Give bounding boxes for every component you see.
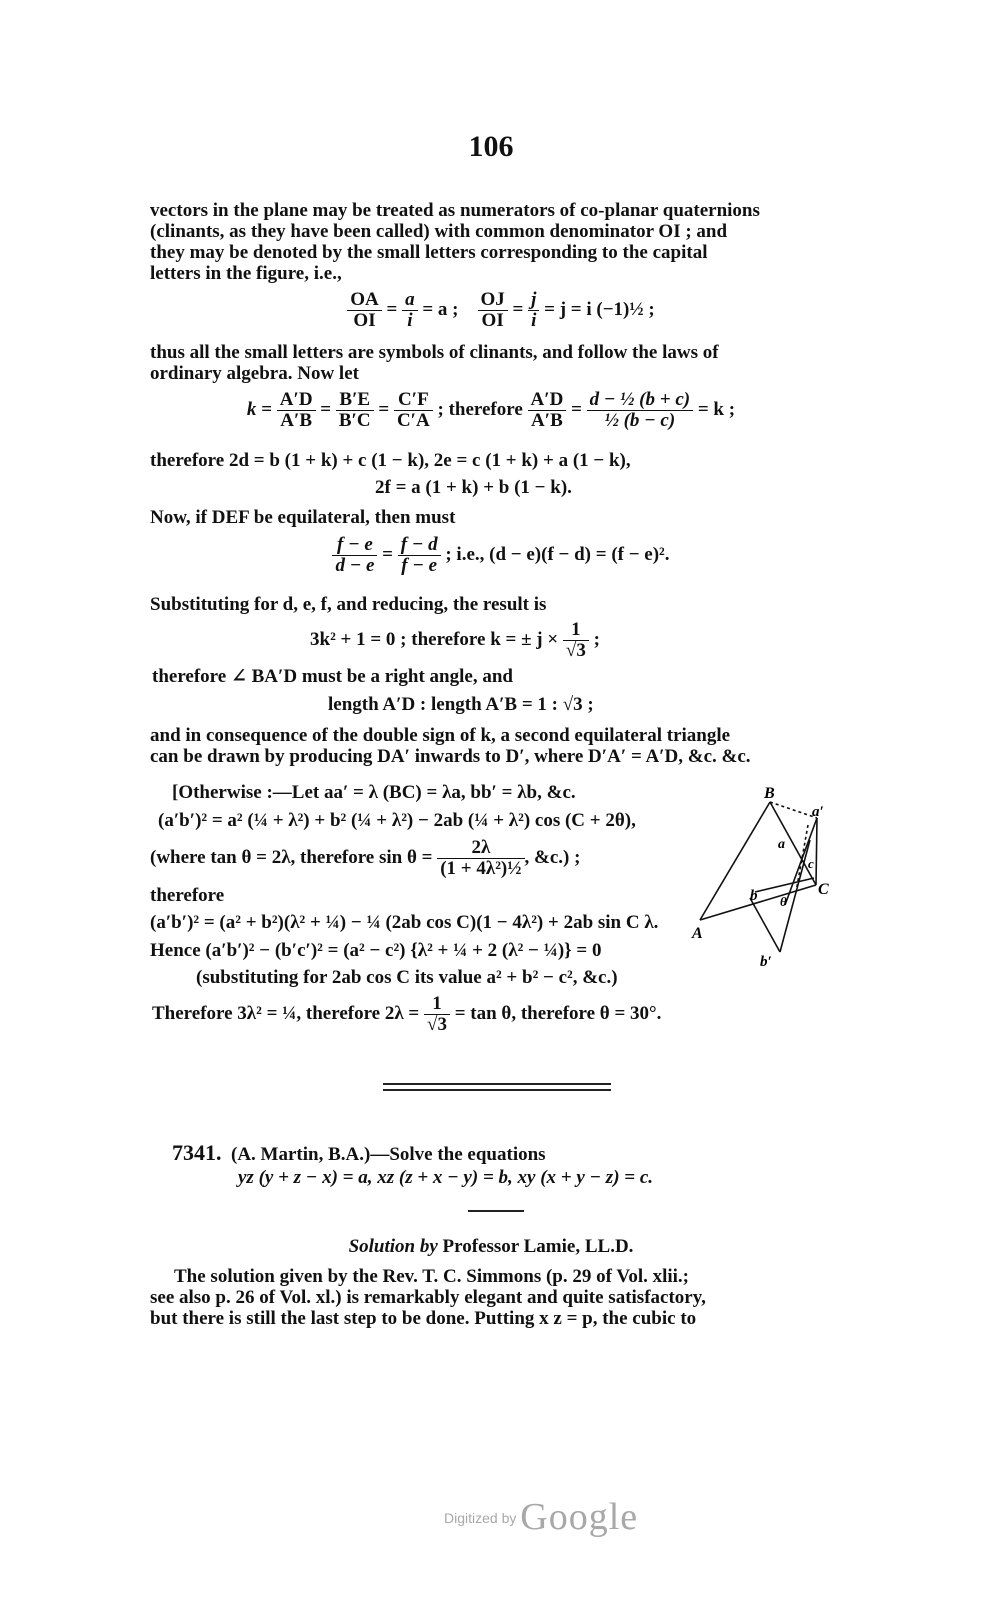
fraction: $\frac{OJ}{OI}$ (478, 290, 508, 331)
google-watermark: Digitized by Google (444, 1496, 639, 1538)
intro-line: letters in the figure, i.e., (150, 263, 342, 284)
problem-author: (A. Martin, B.A.) (231, 1144, 371, 1165)
alt-line-5: (a′b′)² = (a² + b²)(λ² + ¼) − ¼ (2ab cos C)(1 − 4λ²) + 2ab sin C λ. (150, 912, 659, 933)
problem-equations: yz (y + z − x) = a, xz (z + x − y) = b, xy (x + y − z) = c. (238, 1167, 654, 1188)
problem-number: 7341. (172, 1140, 222, 1165)
text-right-angle: therefore ∠ BA′D must be a right angle, and (152, 666, 513, 687)
label-A: A (692, 925, 703, 942)
text-substituting: Substituting for d, e, f, and reducing, the result is (150, 594, 547, 615)
text-line: see also p. 26 of Vol. xl.) is remarkably elegant and quite satisfactory, (150, 1287, 706, 1308)
text-line: and in consequence of the double sign of k, a second equilateral triangle (150, 725, 731, 746)
equation-equilateral-condition: $\frac{f - e}{d - e}$ = $\frac{f - d}{f - e}$ ; i.e., (d − e)(f − d) = (f − e)². (0, 535, 982, 576)
equation-therefore-2d: therefore 2d = b (1 + k) + c (1 − k), 2e = c (1 + k) + a (1 − k), (150, 450, 631, 471)
alt-line-3: (where tan θ = 2λ, therefore sin θ = $\frac{2\lambda}{\text{(1 + 4λ²)½}}$ , &c.) ; (150, 837, 581, 879)
label-B: B (764, 785, 775, 802)
label-a-prime: a′ (812, 804, 824, 820)
alt-line-4: therefore (150, 885, 225, 906)
fraction: $\frac{OA}{OI}$ (347, 290, 382, 331)
problem-prompt: —Solve the equations (370, 1144, 546, 1165)
alt-line-6: Hence (a′b′)² − (b′c′)² = (a² − c²) {λ² + ¼ + 2 (λ² − ¼)} = 0 (150, 940, 602, 961)
edge-b-C (755, 878, 814, 892)
equation-k-ratio: k = $\frac{A'D}{A'B}$ = $\frac{B'E}{B'C}$ = $\frac{C'F}{C'A}$ ; therefore $\frac{A'D}{A'B}$ = $\frac{\text{d − ½ (b + c)}}{\text{½ (b − c)}}$ = k ; (246, 389, 736, 431)
equation-result: 3k² + 1 = 0 ; therefore k = ± j × $\frac{1}{√3}$ ; (310, 619, 600, 661)
intro-line: vectors in the plane may be treated as numerators of co-planar quaternions (150, 200, 760, 221)
problem-header (172, 1140, 546, 1166)
text-line: The solution given by the Rev. T. C. Simmons (p. 29 of Vol. xlii.; (174, 1266, 690, 1287)
equation-2f: 2f = a (1 + k) + b (1 − k). (375, 477, 572, 498)
intro-line: (clinants, as they have been called) with common denominator OI ; and (150, 221, 728, 242)
alt-line-1: [Otherwise :—Let aa′ = λ (BC) = λa, bb′ = λb, &c. (172, 782, 576, 803)
label-theta: θ (780, 894, 787, 909)
text-line: ordinary algebra. Now let (150, 363, 359, 384)
intro-paragraph (150, 200, 836, 284)
short-rule (468, 1210, 524, 1212)
equation-clinants: $\frac{OA}{OI}$ = $\frac{a}{i}$ = a ; $\frac{OJ}{OI}$ = $\frac{j}{i}$ = j = i (−1)½ ; (0, 290, 982, 331)
alt-line-8: Therefore 3λ² = ¼, therefore 2λ = $\frac{1}{√3}$ = tan θ, therefore θ = 30°. (152, 993, 662, 1035)
alt-line-7: (substituting for 2ab cos C its value a² + b² − c², &c.) (196, 967, 618, 988)
section-rule (383, 1089, 611, 1091)
label-b-prime: b′ (760, 954, 772, 970)
label-c: c (808, 856, 814, 871)
text-line: but there is still the last step to be done. Putting x z = p, the cubic to (150, 1308, 697, 1329)
edge-b-b-prime (750, 898, 780, 952)
edge-a-prime-C (816, 818, 817, 885)
section-rule (383, 1083, 611, 1085)
text-line: can be drawn by producing DA′ inwards to D′, where D′A′ = A′D, &c. &c. (150, 746, 751, 767)
page-number: 106 (468, 130, 514, 163)
equation-length-ratio: length A′D : length A′B = 1 : √3 ; (328, 694, 594, 715)
paragraph-laws (150, 342, 836, 384)
fraction: $\frac{a}{i}$ (402, 290, 418, 331)
intro-line: they may be denoted by the small letters corresponding to the capital (150, 242, 708, 263)
text-line: thus all the small letters are symbols of clinants, and follow the laws of (150, 342, 719, 363)
solution-paragraph (150, 1266, 836, 1329)
triangle-figure (690, 780, 840, 970)
label-a: a (778, 837, 785, 852)
fraction: $\frac{j}{i}$ (528, 290, 539, 331)
paragraph-consequence (150, 725, 836, 767)
text-equilateral: Now, if DEF be equilateral, then must (150, 507, 456, 528)
alt-line-2: (a′b′)² = a² (¼ + λ²) + b² (¼ + λ²) − 2ab (¼ + λ²) cos (C + 2θ), (158, 810, 636, 831)
label-C: C (818, 881, 829, 898)
solution-heading: Solution by Professor Lamie, LL.D. (348, 1236, 634, 1257)
label-b: b (750, 888, 758, 904)
